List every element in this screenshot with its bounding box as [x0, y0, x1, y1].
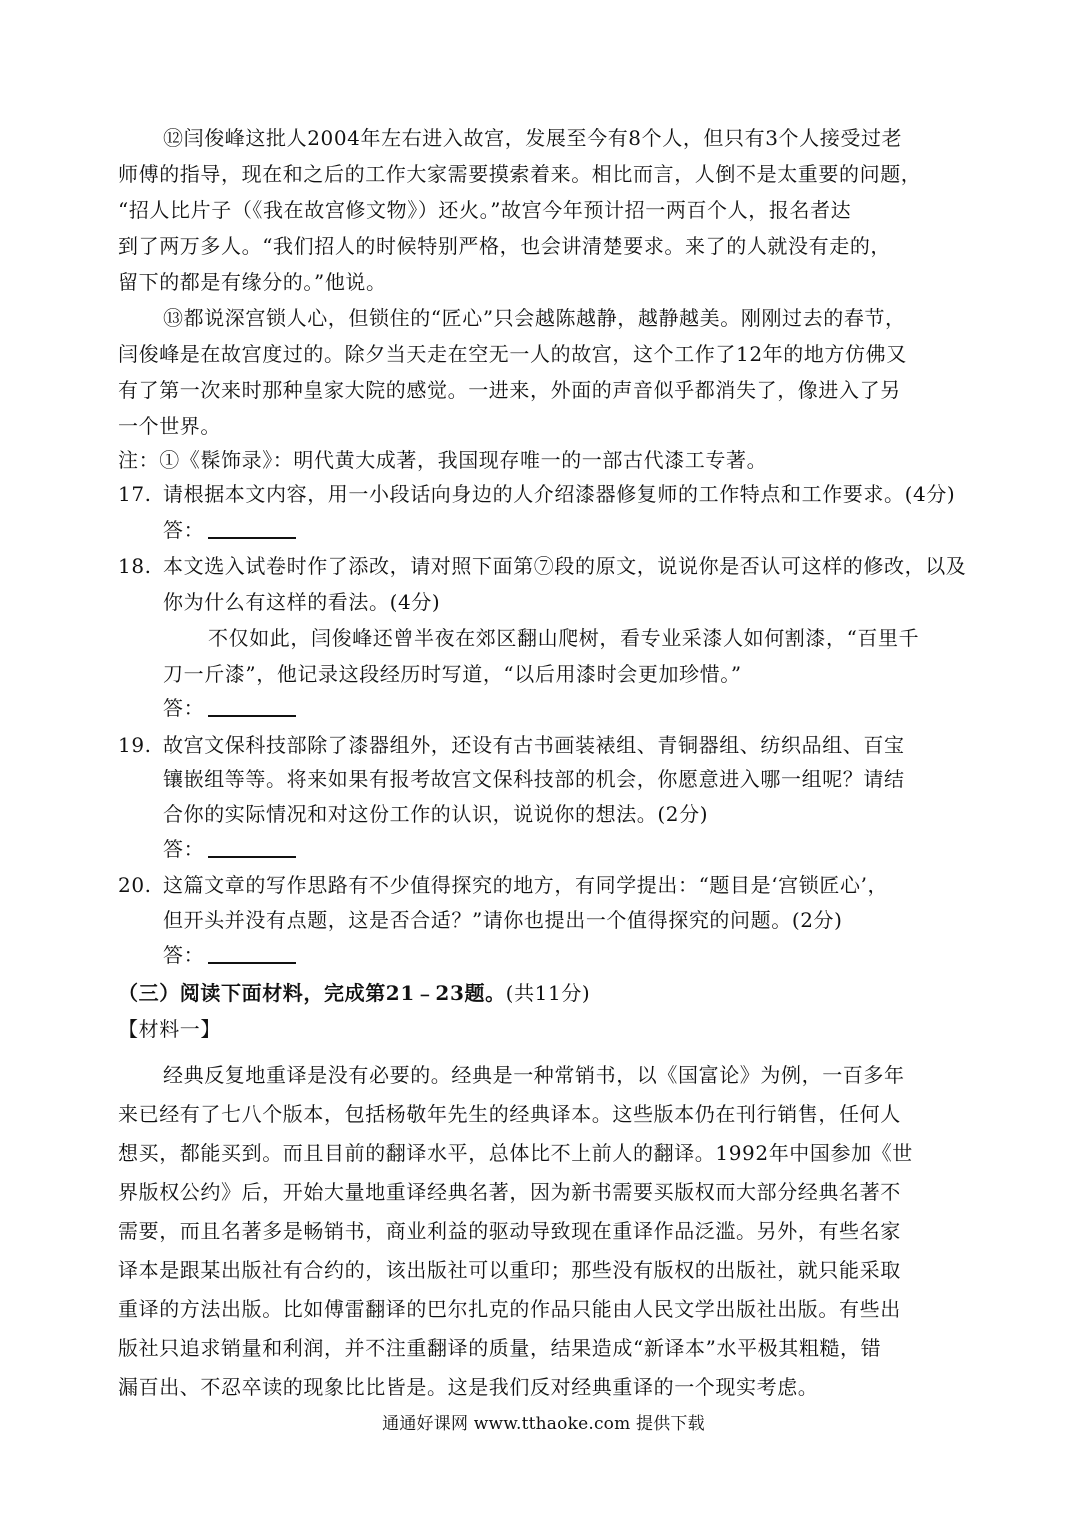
- text-line: 重译的方法出版。比如傅雷翻译的巴尔扎克的作品只能由人民文学出版社出版。有些出: [118, 1297, 901, 1321]
- text-line: 闫俊峰是在故宫度过的。除夕当天走在空无一人的故宫，这个工作了12年的地方仿佛又: [118, 342, 907, 366]
- quoted-text: 刀一斤漆”，他记录这段经历时写道，“以后用漆时会更加珍惜。”: [163, 662, 742, 686]
- answer-blank[interactable]: [208, 944, 296, 964]
- text-line: ⑫闫俊峰这批人2004年左右进入故宫，发展至今有8个人，但只有3个人接受过老: [163, 126, 903, 150]
- quoted-text: 不仅如此，闫俊峰还曾半夜在郊区翻山爬树，看专业采漆人如何割漆，“百里千: [208, 626, 920, 650]
- text-line: 经典反复地重译是没有必要的。经典是一种常销书，以《国富论》为例，一百多年: [163, 1063, 905, 1087]
- section-points: (共11分): [505, 981, 591, 1005]
- text-line: 译本是跟某出版社有合约的，该出版社可以重印；那些没有版权的出版社，就只能采取: [118, 1258, 901, 1282]
- text-line: 界版权公约》后，开始大量地重译经典名著，因为新书需要买版权而大部分经典名著不: [118, 1180, 901, 1204]
- question-text: 但开头并没有点题，这是否合适？”请你也提出一个值得探究的问题。(2分): [163, 908, 843, 932]
- answer-line: [163, 518, 296, 542]
- text-line: 到了两万多人。“我们招人的时候特别严格，也会讲清楚要求。来了的人就没有走的，: [118, 234, 892, 258]
- text-line: 漏百出、不忍卒读的现象比比皆是。这是我们反对经典重译的一个现实考虑。: [118, 1375, 819, 1399]
- answer-label: 答：: [163, 696, 205, 720]
- text-line: 一个世界。: [118, 414, 221, 438]
- question-number: 20.: [118, 873, 152, 897]
- answer-line: [163, 696, 296, 720]
- answer-line: [163, 837, 296, 861]
- text-line: 师傅的指导，现在和之后的工作大家需要摸索着来。相比而言，人倒不是太重要的问题，: [118, 162, 922, 186]
- text-line: 版社只追求销量和利润，并不注重翻译的质量，结果造成“新译本”水平极其粗糙，错: [118, 1336, 882, 1360]
- question-text: 本文选入试卷时作了添改，请对照下面第⑦段的原文，说说你是否认可这样的修改，以及: [163, 554, 967, 578]
- answer-label: 答：: [163, 943, 205, 967]
- answer-blank[interactable]: [208, 519, 296, 539]
- answer-line: [163, 943, 296, 967]
- question-text: 请根据本文内容，用一小段话向身边的人介绍漆器修复师的工作特点和工作要求。(4分): [163, 482, 956, 506]
- question-text: 合你的实际情况和对这份工作的认识，说说你的想法。(2分): [163, 802, 709, 826]
- question-text: 镶嵌组等等。将来如果有报考故宫文保科技部的机会，你愿意进入哪一组呢？请结: [163, 767, 905, 791]
- text-line: 有了第一次来时那种皇家大院的感觉。一进来，外面的声音似乎都消失了，像进入了另: [118, 378, 901, 402]
- text-line: 来已经有了七八个版本，包括杨敬年先生的经典译本。这些版本仍在刊行销售，任何人: [118, 1102, 901, 1126]
- answer-label: 答：: [163, 518, 205, 542]
- text-line: ⑬都说深宫锁人心，但锁住的“匠心”只会越陈越静，越静越美。刚刚过去的春节，: [163, 306, 906, 330]
- answer-blank[interactable]: [208, 838, 296, 858]
- answer-blank[interactable]: [208, 697, 296, 717]
- section-heading: [118, 981, 590, 1005]
- page-footer: 通通好课网 www.tthaoke.com 提供下载: [382, 1414, 705, 1434]
- question-number: 17.: [118, 482, 152, 506]
- footnote: 注：①《髹饰录》：明代黄大成著，我国现存唯一的一部古代漆工专著。: [118, 448, 768, 472]
- text-line: 需要，而且名著多是畅销书，商业利益的驱动导致现在重译作品泛滥。另外，有些名家: [118, 1219, 901, 1243]
- question-text: 你为什么有这样的看法。(4分): [163, 590, 441, 614]
- answer-label: 答：: [163, 837, 205, 861]
- question-text: 这篇文章的写作思路有不少值得探究的地方，有同学提出：“题目是‘宫锁匠心’，: [163, 873, 889, 897]
- material-label: 【材料一】: [118, 1017, 221, 1041]
- text-line: 想买，都能买到。而且目前的翻译水平，总体比不上前人的翻译。1992年中国参加《世: [118, 1141, 913, 1165]
- question-number: 19.: [118, 733, 152, 757]
- section-heading-text: （三）阅读下面材料，完成第21﹣23题。: [118, 981, 506, 1005]
- text-line: 留下的都是有缘分的。”他说。: [118, 270, 387, 294]
- question-text: 故宫文保科技部除了漆器组外，还设有古书画装裱组、青铜器组、纺织品组、百宝: [163, 733, 905, 757]
- question-number: 18.: [118, 554, 152, 578]
- text-line: “招人比片子（《我在故宫修文物》）还火。”故宫今年预计招一两百个人，报名者达: [118, 198, 852, 222]
